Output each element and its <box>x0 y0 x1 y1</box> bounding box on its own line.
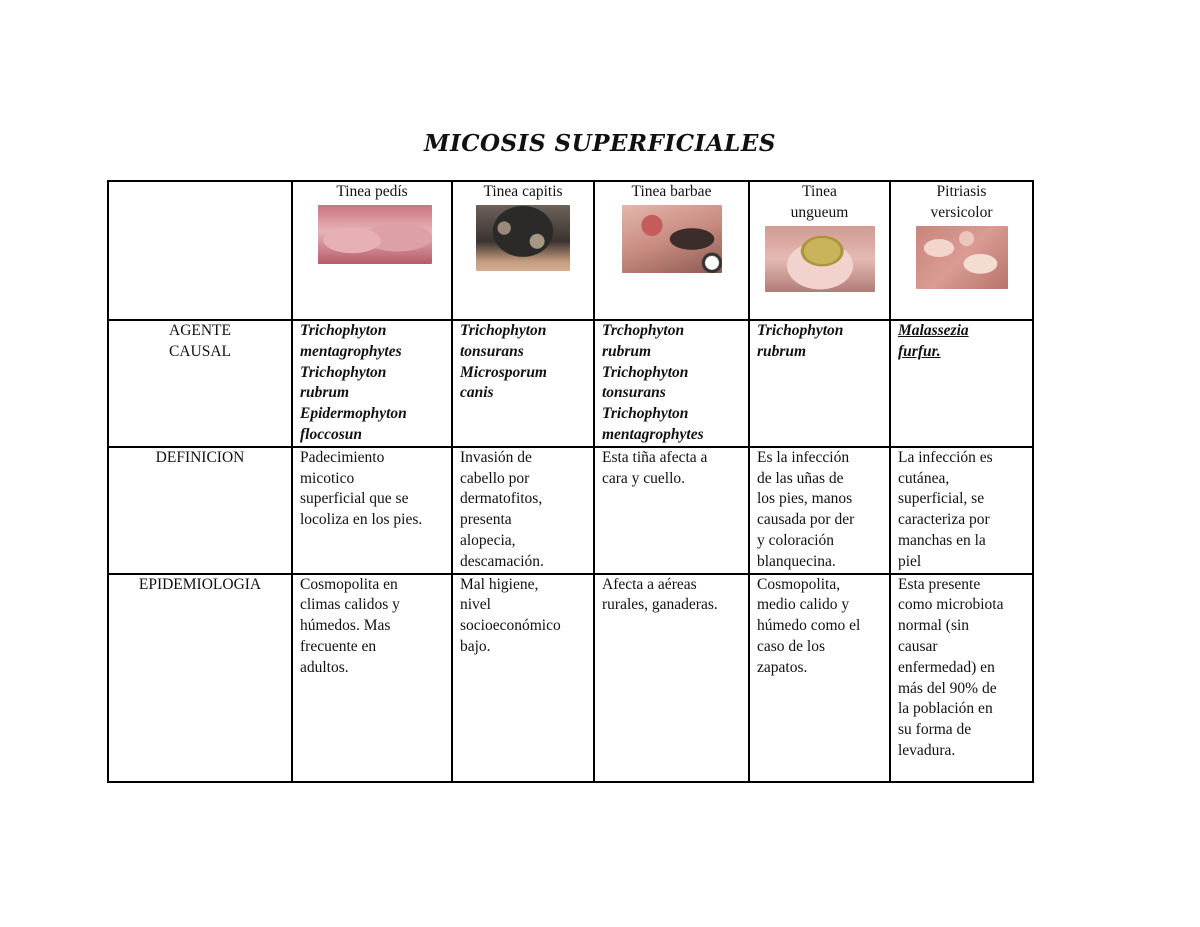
cell-text-line: bajo. <box>460 637 491 655</box>
cell-text-line: como microbiota <box>898 596 1004 614</box>
cell-text-line: locoliza en los pies. <box>300 511 423 529</box>
cell-text-line: nivel <box>460 596 491 614</box>
cell-text-line: Trichophyton <box>602 405 689 423</box>
cell-text-line: Cosmopolita en <box>300 575 398 593</box>
row-label-agente-causal <box>108 320 292 447</box>
cell-text-line: y coloración <box>757 531 835 549</box>
agent-cell <box>452 320 594 447</box>
agent-cell <box>594 320 749 447</box>
definition-cell <box>594 447 749 574</box>
cell-text-line: Microsporum <box>460 363 547 381</box>
cell-text-line: enfermedad) en <box>898 658 995 676</box>
cell-text-line: Padecimiento <box>300 448 385 466</box>
col-header-tinea-ungueum <box>749 181 890 320</box>
cell-text-line: cabello por <box>460 469 530 487</box>
cell-text-line: cara y cuello. <box>602 469 686 487</box>
header-row <box>108 181 1033 320</box>
col-header-label: ungueum <box>790 203 849 221</box>
epidemiology-row <box>108 574 1033 782</box>
col-header-label: Pitriasis <box>936 183 987 200</box>
cell-text-line: tonsurans <box>602 384 666 402</box>
cell-text-line: Cosmopolita, <box>757 575 841 593</box>
pitriasis-versicolor-photo <box>916 226 1008 289</box>
cell-text-line: causada por der <box>757 511 855 529</box>
cell-text-line: mentagrophytes <box>602 425 704 443</box>
cell-text-line: los pies, manos <box>757 490 853 508</box>
cell-text-line: piel <box>898 552 922 570</box>
cell-text-line: Afecta a aéreas <box>602 575 697 593</box>
definition-cell <box>749 447 890 574</box>
cell-text-line: La infección es <box>898 448 993 466</box>
cell-text-line: frecuente en <box>300 637 377 655</box>
col-header-tinea-capitis <box>452 181 594 320</box>
cell-text-line: Trichophyton <box>602 363 689 381</box>
epidemiology-cell <box>594 574 749 782</box>
cell-text-line: caracteriza por <box>898 511 990 529</box>
cell-text-line: medio calido y <box>757 596 850 614</box>
cell-text-line: Trichophyton <box>757 322 844 339</box>
cell-text-line: levadura. <box>898 741 956 759</box>
cell-text-line: su forma de <box>898 721 972 739</box>
cell-text-line: rurales, ganaderas. <box>602 596 718 614</box>
cell-text-line: la población en <box>898 700 993 718</box>
row-label-epidemiologia: EPIDEMIOLOGIA <box>108 574 292 782</box>
cell-text-line: rubrum <box>300 384 350 402</box>
cell-text-line: superficial que se <box>300 490 409 508</box>
cell-text-line: micotico <box>300 469 355 487</box>
cell-text-line: Malassezia <box>898 322 969 339</box>
cell-text-line: dermatofitos, <box>460 490 543 508</box>
cell-text-line: Trichophyton <box>300 363 387 381</box>
cell-text-line: Invasión de <box>460 448 532 466</box>
cell-text-line: Trchophyton <box>602 322 685 339</box>
cell-text-line: floccosun <box>300 425 362 443</box>
cell-text-line: de las uñas de <box>757 469 844 487</box>
cell-text-line: mentagrophytes <box>300 342 402 360</box>
cell-text-line: Trichophyton <box>460 322 547 339</box>
col-header-label: Tinea <box>802 183 837 200</box>
cell-text-line: zapatos. <box>757 658 808 676</box>
cell-text-line: rubrum <box>602 342 652 360</box>
cell-text-line: presenta <box>460 511 512 529</box>
agent-cell <box>749 320 890 447</box>
col-header-label: versicolor <box>930 203 993 221</box>
cell-text-line: manchas en la <box>898 531 986 549</box>
row-label-line: AGENTE <box>169 322 231 339</box>
tinea-barbae-photo <box>622 205 722 273</box>
cell-text-line: Trichophyton <box>300 322 387 339</box>
definition-cell <box>452 447 594 574</box>
cell-text-line: Epidermophyton <box>300 405 407 423</box>
col-header-label: Tinea capitis <box>483 183 563 200</box>
row-label-definicion: DEFINICION <box>108 447 292 574</box>
row-label-line: CAUSAL <box>168 342 231 360</box>
definition-row <box>108 447 1033 574</box>
agent-cell <box>890 320 1033 447</box>
cell-text-line: Esta tiña afecta a <box>602 448 708 466</box>
tinea-pedis-photo <box>318 205 432 264</box>
col-header-tinea-barbae <box>594 181 749 320</box>
cell-text-line: socioeconómico <box>460 617 561 635</box>
col-header-label: Tinea barbae <box>631 183 712 200</box>
epidemiology-cell <box>452 574 594 782</box>
col-header-tinea-pedis <box>292 181 452 320</box>
cell-text-line: rubrum <box>757 342 807 360</box>
tinea-ungueum-photo <box>765 226 875 292</box>
col-header-pitriasis-versicolor <box>890 181 1033 320</box>
cell-text-line: climas calidos y <box>300 596 400 614</box>
cell-text-line: descamación. <box>460 552 544 570</box>
mycoses-table <box>107 180 1034 783</box>
cell-text-line: adultos. <box>300 658 349 676</box>
cell-text-line: Esta presente <box>898 575 981 593</box>
cell-text-line: húmedo como el <box>757 617 861 635</box>
col-header-label: Tinea pedís <box>336 183 408 200</box>
cell-text-line: furfur. <box>898 342 941 360</box>
cell-text-line: Mal higiene, <box>460 575 539 593</box>
cell-text-line: húmedos. Mas <box>300 617 391 635</box>
definition-cell <box>890 447 1033 574</box>
cell-text-line: causar <box>898 637 938 655</box>
cell-text-line: superficial, se <box>898 490 985 508</box>
cell-text-line: normal (sin <box>898 617 970 635</box>
cell-text-line: tonsurans <box>460 342 524 360</box>
cell-text-line: blanquecina. <box>757 552 836 570</box>
cell-text-line: cutánea, <box>898 469 950 487</box>
cell-text-line: caso de los <box>757 637 826 655</box>
epidemiology-cell <box>292 574 452 782</box>
epidemiology-cell <box>890 574 1033 782</box>
page-title: MICOSIS SUPERFICIALES <box>424 130 776 157</box>
corner-cell <box>108 181 292 320</box>
cell-text-line: más del 90% de <box>898 679 997 697</box>
agent-cell <box>292 320 452 447</box>
epidemiology-cell <box>749 574 890 782</box>
cell-text-line: Es la infección <box>757 448 850 466</box>
tinea-capitis-photo <box>476 205 570 271</box>
agent-row <box>108 320 1033 447</box>
cell-text-line: alopecia, <box>460 531 516 549</box>
definition-cell <box>292 447 452 574</box>
cell-text-line: canis <box>460 384 494 402</box>
